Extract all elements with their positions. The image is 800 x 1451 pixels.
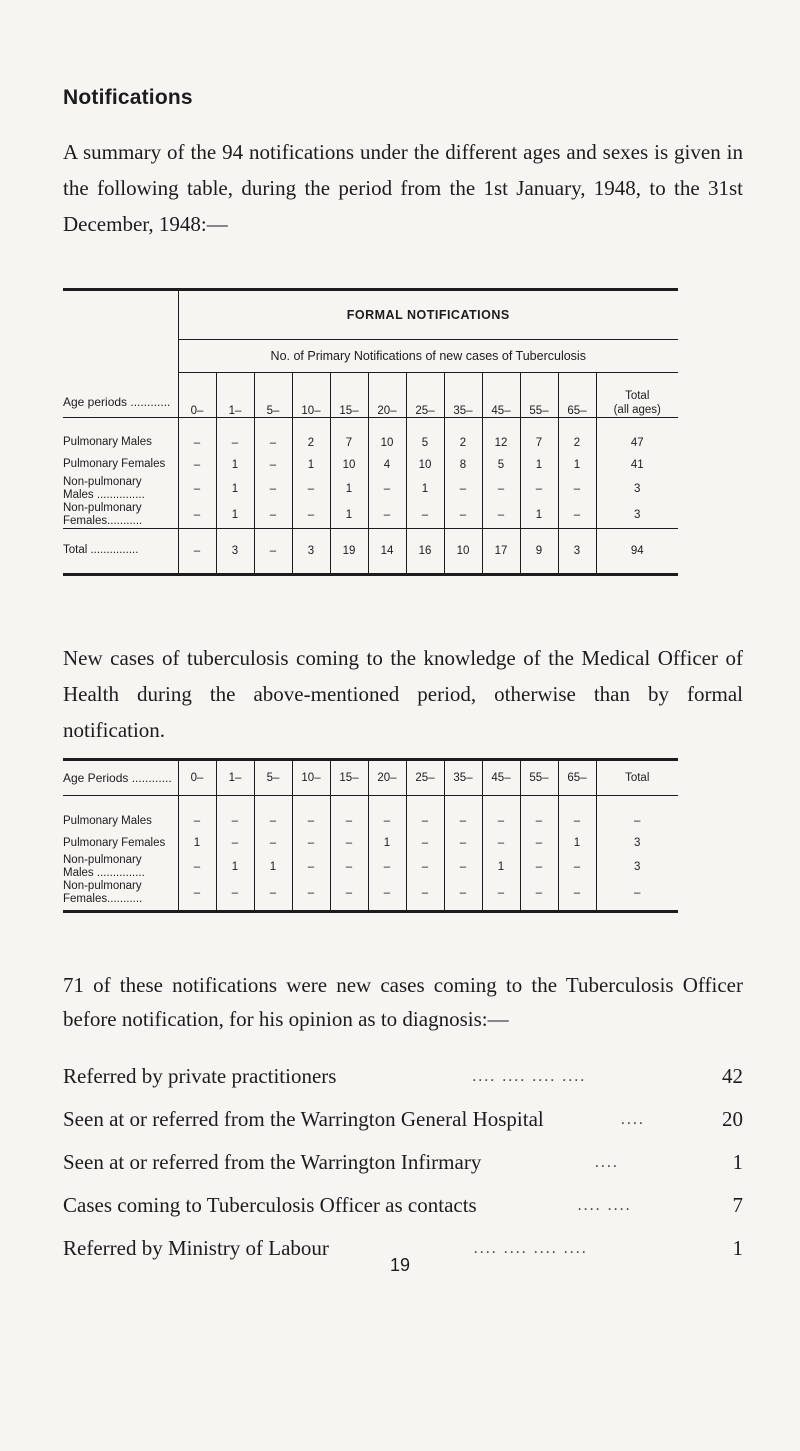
table-cell: 1	[520, 454, 558, 476]
referral-label: Cases coming to Tuberculosis Officer as contacts	[63, 1193, 477, 1217]
table-cell: 3	[596, 832, 678, 854]
table-cell: 1	[178, 832, 216, 854]
row-label-line: Pulmonary Females	[63, 458, 166, 470]
table-cell: –	[596, 880, 678, 912]
referral-count: 1	[732, 1236, 743, 1260]
page-number: 19	[389, 1255, 411, 1275]
table-cell: 3	[596, 502, 678, 529]
age-column-header: 20–	[368, 760, 406, 796]
total-cell: 94	[596, 528, 678, 574]
age-periods-label: Age periods ............	[63, 373, 178, 418]
age-column-header: 5–	[254, 760, 292, 796]
row-label-line: Males ...............	[63, 488, 145, 501]
row-label-line: Pulmonary Females	[63, 836, 166, 849]
table-cell: –	[216, 417, 254, 454]
table-cell: –	[178, 854, 216, 880]
table-cell: –	[558, 476, 596, 502]
age-column-header: 1–	[216, 760, 254, 796]
table-cell: –	[596, 796, 678, 833]
table-row	[63, 880, 678, 912]
table-cell: 10	[406, 454, 444, 476]
row-label-line: Pulmonary Males	[63, 436, 152, 448]
total-cell: 19	[330, 528, 368, 574]
table-cell: –	[330, 796, 368, 833]
age-column-header: 10–	[292, 760, 330, 796]
age-column-header: 55–	[520, 373, 558, 418]
table-cell: –	[178, 796, 216, 833]
row-label-line: Males ...............	[63, 867, 145, 879]
total-cell: 9	[520, 528, 558, 574]
row-label-line: Non-pulmonary	[63, 880, 142, 892]
age-column-header: 55–	[520, 760, 558, 796]
table-cell: 1	[254, 854, 292, 880]
row-label-line: Non-pulmonary	[63, 475, 142, 488]
referral-count: 7	[732, 1193, 743, 1217]
section-heading: Notifications	[63, 86, 193, 109]
row-label	[63, 417, 178, 454]
age-header-row	[63, 373, 678, 418]
age-column-header: 1–	[216, 373, 254, 418]
table-cell: 8	[444, 454, 482, 476]
table-cell: –	[444, 796, 482, 833]
table-cell: –	[216, 832, 254, 854]
age-column-header: 0–	[178, 373, 216, 418]
table-cell: –	[178, 476, 216, 502]
other-cases-table	[63, 758, 678, 913]
row-label	[63, 454, 178, 476]
row-label-line: Non-pulmonary	[63, 854, 142, 866]
table-cell: –	[558, 854, 596, 880]
table-cell: –	[444, 854, 482, 880]
age-column-header: 10–	[292, 373, 330, 418]
row-label-line: Pulmonary Males	[63, 814, 152, 827]
total-label: Total ...............	[63, 528, 178, 574]
age-column-header: 25–	[406, 760, 444, 796]
age-header-row	[63, 760, 678, 796]
age-column-header: 25–	[406, 373, 444, 418]
table-row	[63, 502, 678, 529]
age-column-header: 5–	[254, 373, 292, 418]
row-label-line: Females...........	[63, 893, 143, 905]
total-header-line: (all ages)	[613, 403, 661, 416]
age-column-header: 65–	[558, 373, 596, 418]
table-cell: 1	[330, 502, 368, 529]
table-cell: –	[292, 476, 330, 502]
table-cell: –	[520, 476, 558, 502]
table-cell: –	[520, 832, 558, 854]
table-cell: –	[520, 880, 558, 912]
table-cell: 1	[558, 832, 596, 854]
total-row	[63, 528, 678, 574]
total-cell: –	[254, 528, 292, 574]
table-cell: –	[178, 417, 216, 454]
age-column-header: 35–	[444, 373, 482, 418]
row-label	[63, 854, 178, 880]
table-cell: 7	[330, 417, 368, 454]
leader-dots: ....	[620, 1111, 645, 1128]
table-cell: 7	[520, 417, 558, 454]
table-cell: –	[292, 502, 330, 529]
table-cell: 41	[596, 454, 678, 476]
table-cell: 1	[558, 454, 596, 476]
table-cell: –	[368, 854, 406, 880]
total-cell: 10	[444, 528, 482, 574]
referrals-paragraph: 71 of these notifications were new cases coming to the Tuberculosis Officer before notification, for his opinion as to diagnosis:—	[63, 973, 743, 1031]
table-cell: 1	[406, 476, 444, 502]
formal-notifications-table	[63, 288, 678, 576]
table-cell: –	[178, 880, 216, 912]
leader-dots: ....	[594, 1154, 619, 1171]
table-cell: 4	[368, 454, 406, 476]
table-row	[63, 417, 678, 454]
row-label	[63, 476, 178, 502]
table-cell: –	[406, 832, 444, 854]
table-cell: –	[330, 832, 368, 854]
referral-label: Seen at or referred from the Warrington General Hospital	[63, 1107, 544, 1131]
table-cell: 1	[216, 476, 254, 502]
table-cell: –	[178, 454, 216, 476]
age-column-header: 15–	[330, 760, 368, 796]
table-cell: –	[558, 796, 596, 833]
age-periods-label: Age Periods ............	[63, 760, 178, 796]
table-cell: 2	[444, 417, 482, 454]
row-label-line: Females...........	[63, 514, 143, 527]
referral-count: 1	[732, 1150, 743, 1174]
table-cell: –	[520, 854, 558, 880]
title-row	[63, 290, 678, 340]
table-row	[63, 476, 678, 502]
total-column-header: Total	[596, 760, 678, 796]
total-cell: 17	[482, 528, 520, 574]
total-cell: 16	[406, 528, 444, 574]
age-column-header: 35–	[444, 760, 482, 796]
row-label	[63, 502, 178, 529]
table-cell: 1	[216, 854, 254, 880]
table-cell: –	[444, 502, 482, 529]
other-cases-paragraph: New cases of tuberculosis coming to the knowledge of the Medical Officer of Health during the above-mentioned period, otherwise than by formal notification.	[63, 646, 743, 742]
table-cell: 1	[292, 454, 330, 476]
header-spacer	[63, 340, 178, 373]
total-cell: 3	[558, 528, 596, 574]
total-cell: 3	[216, 528, 254, 574]
table-cell: 1	[330, 476, 368, 502]
table-cell: –	[254, 796, 292, 833]
table-cell: 5	[482, 454, 520, 476]
table-cell: –	[482, 880, 520, 912]
subtitle-row	[63, 340, 678, 373]
total-header-line: Total	[625, 389, 650, 402]
leader-dots: .... ....	[577, 1197, 632, 1214]
age-column-header: 65–	[558, 760, 596, 796]
table-cell: –	[482, 502, 520, 529]
table-cell: –	[292, 880, 330, 912]
table-cell: 2	[292, 417, 330, 454]
table-cell: –	[330, 880, 368, 912]
table-cell: –	[406, 854, 444, 880]
referral-item	[63, 1184, 743, 1227]
total-cell: 14	[368, 528, 406, 574]
leader-dots: .... .... .... ....	[472, 1068, 587, 1085]
table-cell: 3	[596, 476, 678, 502]
referral-item	[63, 1098, 743, 1141]
table-cell: –	[254, 832, 292, 854]
table-cell: –	[406, 880, 444, 912]
table-cell: –	[368, 502, 406, 529]
table-cell: –	[520, 796, 558, 833]
referral-count: 20	[722, 1107, 743, 1131]
table-cell: 2	[558, 417, 596, 454]
table-cell: 5	[406, 417, 444, 454]
referral-item	[63, 1055, 743, 1098]
leader-dots: .... .... .... ....	[473, 1240, 588, 1257]
table-cell: –	[330, 854, 368, 880]
table-cell: –	[254, 502, 292, 529]
age-column-header: 45–	[482, 760, 520, 796]
referral-label: Referred by Ministry of Labour	[63, 1236, 329, 1260]
referral-label: Seen at or referred from the Warrington Infirmary	[63, 1150, 482, 1174]
table-cell: –	[558, 502, 596, 529]
table-cell: –	[482, 476, 520, 502]
age-column-header: 45–	[482, 373, 520, 418]
table-cell: 1	[520, 502, 558, 529]
table-cell: –	[254, 476, 292, 502]
table-cell: –	[292, 832, 330, 854]
table-cell: –	[254, 417, 292, 454]
table-cell: 1	[368, 832, 406, 854]
table-cell: –	[292, 796, 330, 833]
table-cell: 12	[482, 417, 520, 454]
table-cell: –	[216, 796, 254, 833]
total-cell: 3	[292, 528, 330, 574]
age-column-header: 0–	[178, 760, 216, 796]
table-subtitle: No. of Primary Notifications of new cases of Tuberculosis	[178, 340, 678, 373]
referral-label: Referred by private practitioners	[63, 1064, 337, 1088]
table-cell: 10	[330, 454, 368, 476]
table-cell: –	[444, 880, 482, 912]
table-row	[63, 454, 678, 476]
table-cell: 47	[596, 417, 678, 454]
table-cell: 1	[482, 854, 520, 880]
total-column-header	[596, 373, 678, 418]
table-cell: 1	[216, 502, 254, 529]
table-cell: –	[482, 796, 520, 833]
table-row	[63, 854, 678, 880]
referral-item	[63, 1141, 743, 1184]
table-cell: –	[558, 880, 596, 912]
table-row	[63, 796, 678, 833]
total-cell: –	[178, 528, 216, 574]
table-cell: –	[292, 854, 330, 880]
table-cell: 1	[216, 454, 254, 476]
table-cell: 10	[368, 417, 406, 454]
table-cell: –	[482, 832, 520, 854]
table-cell: –	[368, 476, 406, 502]
table-row	[63, 832, 678, 854]
table-cell: –	[444, 832, 482, 854]
age-column-header: 20–	[368, 373, 406, 418]
table-cell: –	[254, 454, 292, 476]
age-column-header: 15–	[330, 373, 368, 418]
table-cell: –	[406, 502, 444, 529]
referrals-list	[63, 1055, 743, 1270]
table-cell: 3	[596, 854, 678, 880]
table-cell: –	[368, 796, 406, 833]
header-spacer	[63, 290, 178, 340]
row-label-line: Non-pulmonary	[63, 501, 142, 514]
table-cell: –	[444, 476, 482, 502]
table-cell: –	[178, 502, 216, 529]
intro-paragraph: A summary of the 94 notifications under the different ages and sexes is given in the following table, during the period from the 1st January, 1948, to the 31st December, 1948:—	[63, 140, 743, 236]
table-cell: –	[254, 880, 292, 912]
table-title: FORMAL NOTIFICATIONS	[178, 290, 678, 340]
row-label	[63, 832, 178, 854]
row-label	[63, 880, 178, 912]
table-cell: –	[368, 880, 406, 912]
table-cell: –	[216, 880, 254, 912]
row-label	[63, 796, 178, 833]
table-cell: –	[406, 796, 444, 833]
referral-count: 42	[722, 1064, 743, 1088]
